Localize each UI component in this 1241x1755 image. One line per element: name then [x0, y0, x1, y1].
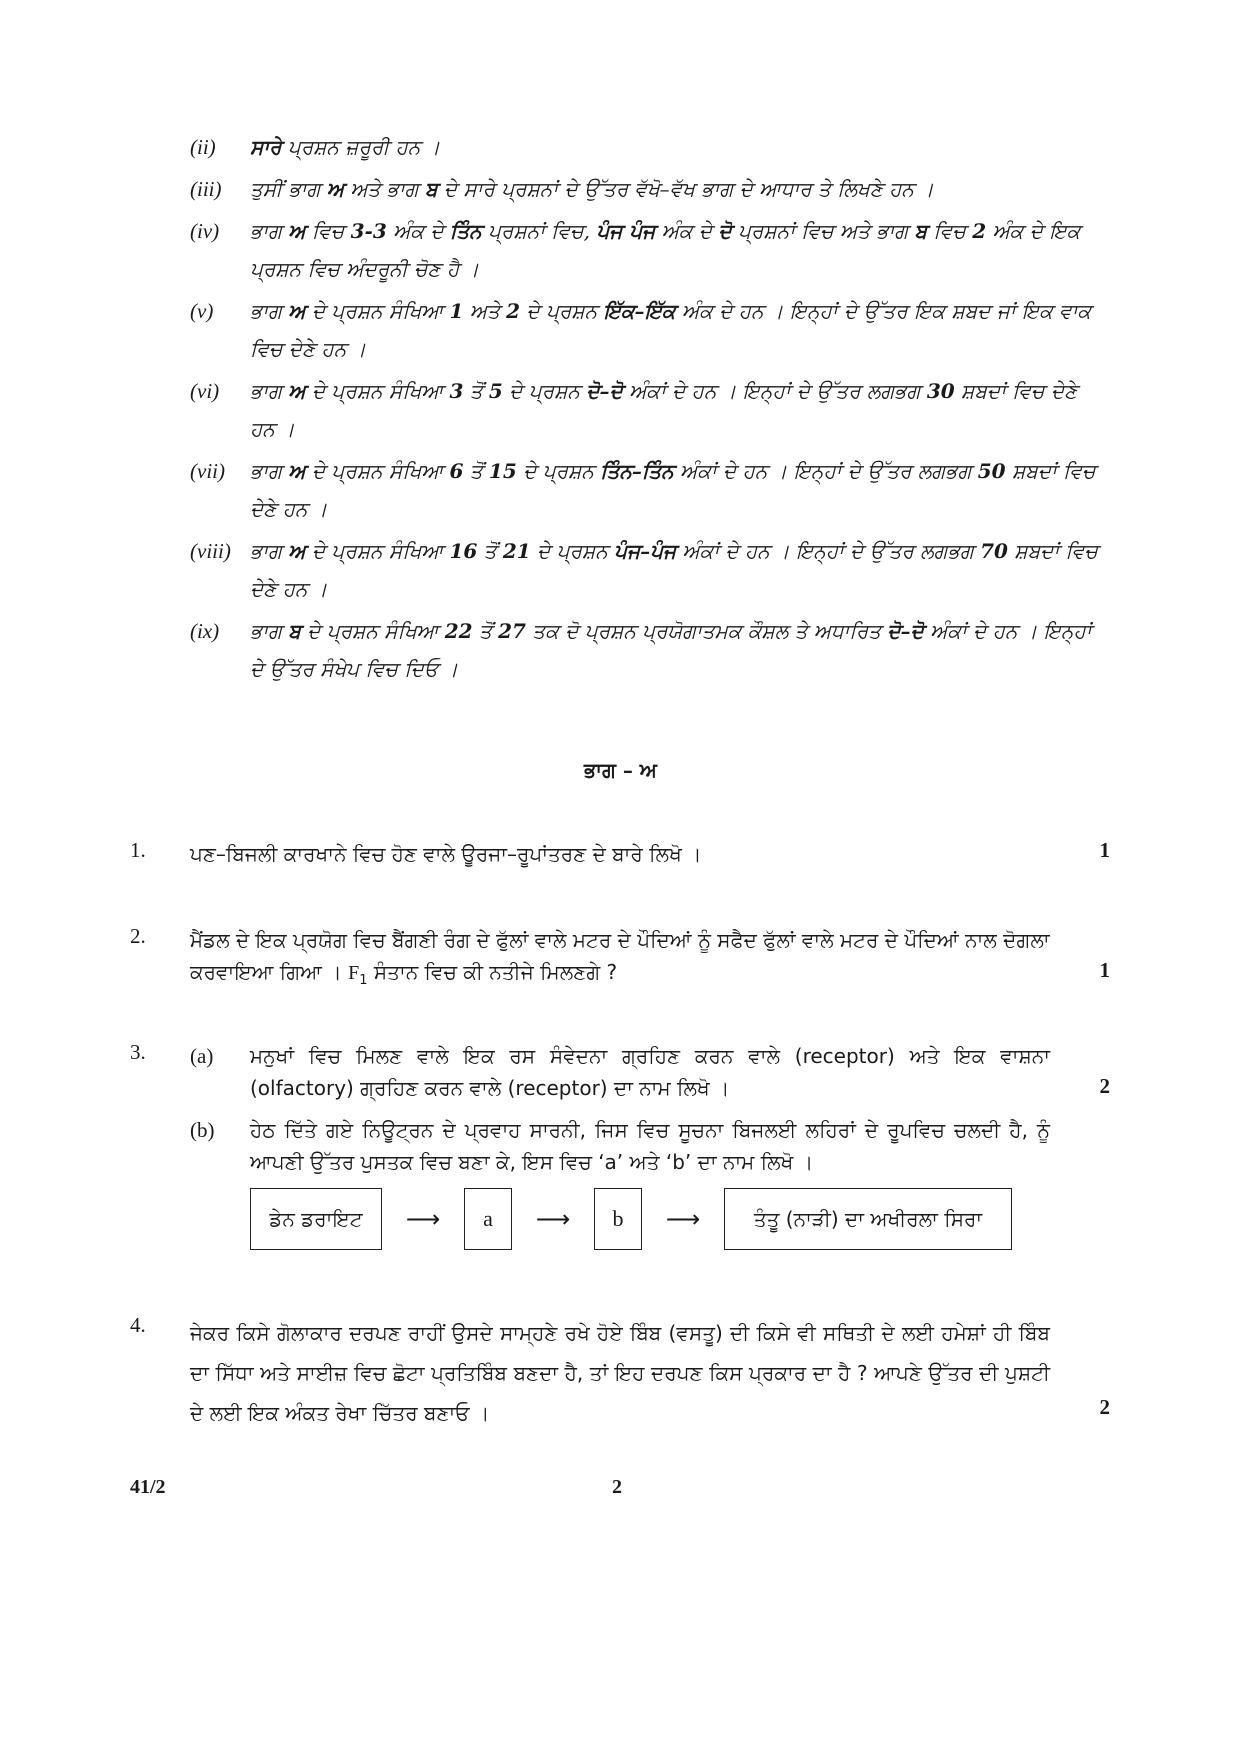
instruction-emphasis: ਬ — [288, 619, 301, 643]
instruction-segment: ਅੰਕ ਦੇ ਇਕ ਪ੍ਰਸ਼ਨ ਵਿਚ ਅੰਦਰੂਨੀ ਚੋਣ ਹੈ । — [250, 219, 1081, 281]
instruction-item — [190, 532, 1100, 608]
instruction-segment: ਅੰਕ ਦੇ — [386, 219, 450, 243]
instruction-segment: ਤੋਂ — [477, 539, 503, 563]
instruction-segment: ਭਾਗ — [250, 299, 289, 323]
neuron-flow-chart — [250, 1188, 1012, 1250]
instruction-emphasis: ਦੋ–ਦੋ — [586, 379, 623, 403]
instruction-emphasis: 6 — [449, 459, 464, 483]
instruction-number: (iv) — [190, 219, 220, 243]
instruction-number: (vii) — [190, 459, 225, 483]
instruction-emphasis: ਇੱਕ–ਇੱਕ — [603, 299, 676, 323]
instruction-emphasis: ਪੰਜ ਪੰਜ — [596, 219, 656, 243]
instruction-segment: ਅੰਕਾਂ ਦੇ ਹਨ । ਇਨ੍ਹਾਂ ਦੇ ਉੱਤਰ ਸੰਖੇਪ ਵਿਚ ਦਿਓ । — [250, 619, 1092, 681]
instruction-segment: ਅੰਕਾਂ ਦੇ ਹਨ । ਇਨ੍ਹਾਂ ਦੇ ਉੱਤਰ ਲਗਭਗ — [676, 539, 981, 563]
instruction-emphasis: 21 — [502, 539, 531, 563]
f-subscript: 1 — [359, 973, 368, 988]
instruction-segment: ਤੋਂ — [472, 619, 499, 643]
instruction-segment: ਭਾਗ — [250, 459, 289, 483]
instruction-emphasis: 3 — [449, 379, 464, 403]
question-4 — [130, 1313, 1110, 1433]
question-text: ਪਣ–ਬਿਜਲੀ ਕਾਰਖਾਨੇ ਵਿਚ ਹੋਣ ਵਾਲੇ ਊਰਜਾ–ਰੂਪਾਂਤਰਣ ਦੇ ਬਾਰੇ ਲਿਖੋ । — [190, 842, 702, 866]
section-title: ਭਾਗ – ਅ — [583, 758, 658, 782]
instruction-emphasis: 27 — [498, 619, 526, 643]
instruction-emphasis: ਤਿੰਨ–ਤਿੰਨ — [600, 459, 674, 483]
instruction-segment: ਦੇ ਪ੍ਰਸ਼ਨ — [516, 459, 601, 483]
f-letter: F — [348, 962, 360, 984]
instruction-segment: ਦੇ ਪ੍ਰਸ਼ਨ ਸੰਖਿਆ — [305, 459, 450, 483]
instruction-emphasis: 2 — [506, 299, 521, 323]
instruction-segment: ਦੇ ਪ੍ਰਸ਼ਨ — [502, 379, 587, 403]
question-1 — [130, 838, 1110, 870]
instruction-item — [190, 212, 1100, 288]
question-text: ਜੇਕਰ ਕਿਸੇ ਗੋਲਾਕਾਰ ਦਰਪਣ ਰਾਹੀਂ ਉਸਦੇ ਸਾਮ੍ਹਣੇ ਰਖੇ ਹੋਏ ਬਿੰਬ (ਵਸਤੂ) ਦੀ ਕਿਸੇ ਵੀ ਸਥਿਤੀ ਦੇ ਲਈ ਹਮੇਸ਼ਾਂ ਹੀ ਬਿੰਬ ਦਾ ਸਿੱਧਾ ਅਤੇ ਸਾਈਜ਼ ਵਿਚ ਛੋਟਾ ਪ੍ਰਤਿਬਿੰਬ ਬਣਦਾ ਹੈ, ਤਾਂ ਇਹ ਦਰਪਣ ਕਿਸ ਪ੍ਰਕਾਰ ਦਾ ਹੈ ? ਆਪਣੇ ਉੱਤਰ ਦੀ ਪੁਸ਼ਟੀ ਦੇ ਲਈ ਇਕ ਅੰਕਤ ਰੇਖਾ ਚਿੱਤਰ ਬਣਾਓ । — [190, 1321, 1050, 1425]
instruction-emphasis: ਅ — [326, 177, 344, 201]
instruction-segment: ਭਾਗ — [250, 539, 289, 563]
instruction-segment: ਦੇ ਪ੍ਰਸ਼ਨ — [530, 539, 615, 563]
instruction-number: (ix) — [190, 619, 220, 643]
instruction-segment: ਅੰਕਾਂ ਦੇ ਹਨ । ਇਨ੍ਹਾਂ ਦੇ ਉੱਤਰ ਲਗਭਗ — [622, 379, 927, 403]
instruction-item — [190, 452, 1100, 528]
instruction-emphasis: 16 — [449, 539, 478, 563]
instruction-emphasis: 1 — [449, 299, 464, 323]
instruction-emphasis: ਪੰਜ–ਪੰਜ — [614, 539, 677, 563]
instruction-item — [190, 612, 1100, 688]
instruction-segment: ਸ਼ਬਦਾਂ ਵਿਚ ਦੇਣੇ ਹਨ । — [250, 539, 1098, 601]
question-text-part: ਮੈਂਡਲ ਦੇ ਇਕ ਪ੍ਰਯੋਗ ਵਿਚ ਬੈਂਗਣੀ ਰੰਗ ਦੇ ਫੁੱਲਾਂ ਵਾਲੇ ਮਟਰ ਦੇ ਪੌਦਿਆਂ ਨੂੰ ਸਫੈਦ ਫੁੱਲਾਂ ਵਾਲੇ ਮਟਰ ਦੇ ਪੌਦਿਆਂ ਨਾਲ ਦੋਗਲਾ ਕਰਵਾਇਆ ਗਿਆ । — [190, 928, 1050, 984]
instruction-emphasis: ਦੋ–ਦੋ — [887, 619, 924, 643]
instruction-emphasis: 50 — [977, 459, 1006, 483]
question-text — [190, 924, 1050, 997]
instruction-item — [190, 292, 1100, 368]
instruction-emphasis: 5 — [488, 379, 503, 403]
instruction-segment: ਅੰਕ ਦੇ — [655, 219, 719, 243]
instruction-emphasis: 2 — [972, 219, 987, 243]
instruction-text — [250, 459, 1095, 521]
arrow-right-icon: ⟶ — [535, 1205, 571, 1233]
instruction-segment: ਦੇ ਪ੍ਰਸ਼ਨ ਸੰਖਿਆ — [305, 379, 450, 403]
instruction-segment: ਤੁਸੀਂ ਭਾਗ — [250, 177, 327, 201]
instruction-segment: ਤਕ ਦੋ ਪ੍ਰਸ਼ਨ ਪ੍ਰਯੋਗਾਤਮਕ ਕੌਸ਼ਲ ਤੇ ਅਧਾਰਿਤ — [525, 619, 888, 643]
instruction-emphasis: ਅ — [288, 539, 306, 563]
instruction-text — [250, 619, 1091, 681]
instruction-segment: ਅਤੇ ਭਾਗ — [343, 177, 425, 201]
arrow-right-icon: ⟶ — [405, 1205, 441, 1233]
instruction-text — [250, 177, 934, 201]
subquestion-label: (a) — [190, 1044, 214, 1068]
instruction-text — [250, 299, 1091, 361]
question-marks: 1 — [1099, 838, 1110, 862]
instruction-segment: ਅਤੇ — [463, 299, 507, 323]
instruction-emphasis: 70 — [980, 539, 1008, 563]
instruction-emphasis: ਅ — [288, 379, 306, 403]
paper-code: 41/2 — [130, 1476, 166, 1498]
instruction-segment: ਸ਼ਬਦਾਂ ਵਿਚ ਦੇਣੇ ਹਨ । — [250, 379, 1078, 441]
question-3 — [130, 1040, 1110, 1188]
instruction-emphasis: ਅ — [288, 459, 306, 483]
subquestion-text: ਮਨੁਖਾਂ ਵਿਚ ਮਿਲਣ ਵਾਲੇ ਇਕ ਰਸ ਸੰਵੇਦਨਾ ਗ੍ਰਹਿਣ ਕਰਨ ਵਾਲੇ (receptor) ਅਤੇ ਇਕ ਵਾਸ਼ਨਾ (olfactory) ਗ੍ਰਹਿਣ ਕਰਨ ਵਾਲੇ (receptor) ਦਾ ਨਾਮ ਲਿਖੋ । — [250, 1044, 1050, 1100]
flow-box-nerve-ending: ਤੰਤੂ (ਨਾੜੀ) ਦਾ ਅਖੀਰਲਾ ਸਿਰਾ — [724, 1188, 1012, 1250]
instruction-segment: ਭਾਗ — [250, 379, 289, 403]
instruction-item — [190, 372, 1100, 448]
instruction-segment: ਸ਼ਬਦਾਂ ਵਿਚ ਦੇਣੇ ਹਨ । — [250, 459, 1096, 521]
instruction-segment: ਦੇ ਪ੍ਰਸ਼ਨ ਸੰਖਿਆ — [305, 299, 450, 323]
instruction-text — [250, 135, 440, 159]
instruction-emphasis: ਬ — [914, 219, 928, 243]
instruction-number: (viii) — [190, 539, 231, 563]
instruction-emphasis: 22 — [444, 619, 473, 643]
instruction-emphasis: 30 — [926, 379, 955, 403]
question-marks: 2 — [1099, 1395, 1110, 1419]
instruction-segment: ਦੇ ਪ੍ਰਸ਼ਨ ਸੰਖਿਆ — [305, 539, 450, 563]
question-number: 3. — [130, 1040, 146, 1064]
page-number: 2 — [612, 1476, 622, 1498]
question-marks: 2 — [1099, 1074, 1110, 1098]
question-number: 1. — [130, 838, 146, 862]
instruction-number: (ii) — [190, 135, 216, 159]
instruction-segment: ਦੇ ਪ੍ਰਸ਼ਨ ਸੰਖਿਆ — [300, 619, 445, 643]
instruction-emphasis: ਬ — [424, 177, 438, 201]
instruction-segment: ਤੋਂ — [463, 379, 489, 403]
instruction-segment: ਵਿਚ — [305, 219, 351, 243]
instruction-emphasis: ਅ — [288, 219, 306, 243]
instruction-text — [250, 219, 1080, 281]
flow-box-b: b — [594, 1188, 642, 1250]
instruction-segment: ਭਾਗ — [250, 619, 289, 643]
instruction-number: (iii) — [190, 177, 222, 201]
instruction-segment: ਪ੍ਰਸ਼ਨ ਜ਼ਰੂਰੀ ਹਨ । — [281, 135, 441, 159]
flow-box-dendrite: ਡੇਨ ਡਰਾਇਟ — [250, 1188, 382, 1250]
instruction-emphasis: ਦੋ — [718, 219, 732, 243]
question-number: 2. — [130, 924, 146, 948]
instruction-segment: ਭਾਗ — [250, 219, 289, 243]
subquestion-label: (b) — [190, 1118, 215, 1142]
instruction-segment: ਦੇ ਪ੍ਰਸ਼ਨ — [520, 299, 604, 323]
flow-box-a: a — [464, 1188, 512, 1250]
instruction-emphasis: 3-3 — [350, 219, 387, 243]
subquestion-b — [190, 1114, 1050, 1178]
instruction-emphasis: ਅ — [288, 299, 306, 323]
question-marks: 1 — [1099, 958, 1110, 982]
question-text-part: ਸੰਤਾਨ ਵਿਚ ਕੀ ਨਤੀਜੇ ਮਿਲਣਗੇ ? — [367, 960, 618, 984]
question-2 — [130, 924, 1110, 997]
instruction-item — [190, 170, 1100, 208]
arrow-right-icon: ⟶ — [665, 1205, 701, 1233]
instruction-text — [250, 379, 1077, 441]
subquestion-a — [190, 1040, 1050, 1104]
instruction-item — [190, 128, 1100, 166]
instructions-list — [190, 128, 1100, 692]
instruction-segment: ਤੋਂ — [463, 459, 489, 483]
subquestion-text: ਹੇਠ ਦਿੱਤੇ ਗਏ ਨਿਊਟ੍ਰਨ ਦੇ ਪ੍ਰਵਾਹ ਸਾਰਨੀ, ਜਿਸ ਵਿਚ ਸੂਚਨਾ ਬਿਜਲਈ ਲਹਿਰਾਂ ਦੇ ਰੂਪਵਿਚ ਚਲਦੀ ਹੈ, ਨੂੰ ਆਪਣੀ ਉੱਤਰ ਪੁਸਤਕ ਵਿਚ ਬਣਾ ਕੇ, ਇਸ ਵਿਚ ‘a’ ਅਤੇ ‘b’ ਦਾ ਨਾਮ ਲਿਖੋ । — [250, 1118, 1050, 1174]
instruction-number: (v) — [190, 299, 214, 323]
instruction-emphasis: ਤਿੰਨ — [449, 219, 482, 243]
instruction-number: (vi) — [190, 379, 220, 403]
instruction-segment: ਅੰਕਾਂ ਦੇ ਹਨ । ਇਨ੍ਹਾਂ ਦੇ ਉੱਤਰ ਲਗਭਗ — [673, 459, 978, 483]
question-number: 4. — [130, 1313, 146, 1337]
instruction-emphasis: ਸਾਰੇ — [250, 135, 282, 159]
instruction-segment: ਵਿਚ — [927, 219, 973, 243]
instruction-segment: ਦੇ ਸਾਰੇ ਪ੍ਰਸ਼ਨਾਂ ਦੇ ਉੱਤਰ ਵੱਖੋ–ਵੱਖ ਭਾਗ ਦੇ ਆਧਾਰ ਤੇ ਲਿਖਣੇ ਹਨ । — [437, 177, 934, 201]
instruction-segment: ਪ੍ਰਸ਼ਨਾਂ ਵਿਚ ਅਤੇ ਭਾਗ — [731, 219, 915, 243]
instruction-text — [250, 539, 1098, 601]
instruction-segment: ਅੰਕ ਦੇ ਹਨ । ਇਨ੍ਹਾਂ ਦੇ ਉੱਤਰ ਇਕ ਸ਼ਬਦ ਜਾਂ ਇਕ ਵਾਕ ਵਿਚ ਦੇਣੇ ਹਨ । — [250, 299, 1092, 361]
instruction-emphasis: 15 — [488, 459, 517, 483]
instruction-segment: ਪ੍ਰਸ਼ਨਾਂ ਵਿਚ, — [481, 219, 597, 243]
